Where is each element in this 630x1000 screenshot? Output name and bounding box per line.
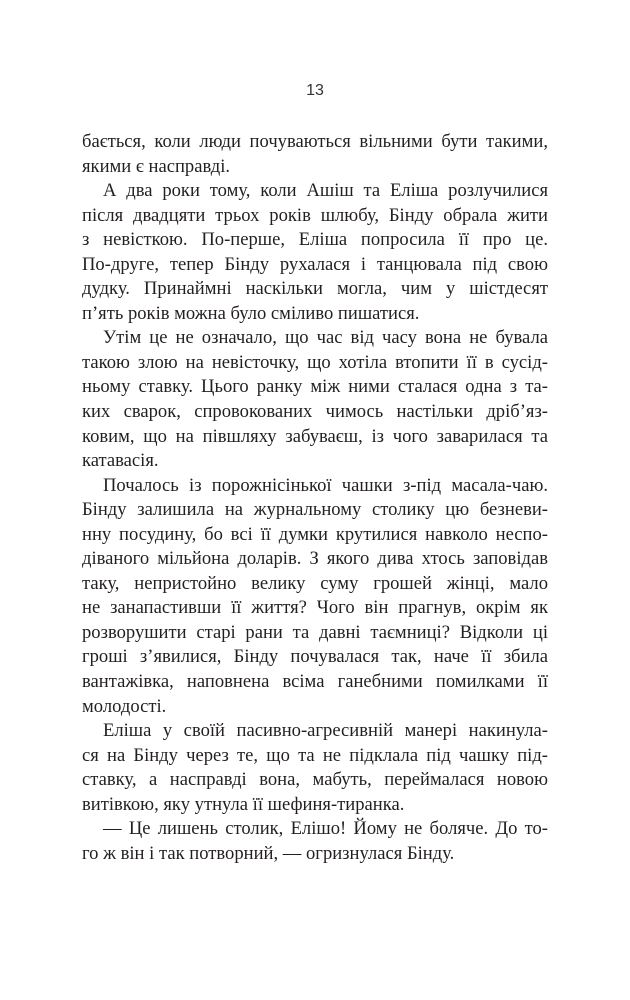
text-line: ких сварок, спровокованих чимось настільки дріб’яз- [82,401,548,423]
text-line: ся на Бінду через те, що та не підклала під чашку під- [82,744,548,766]
text-line: такою злою на невісточку, що хотіла втопити її в сусід- [82,351,548,373]
page-number: 13 [306,82,324,99]
text-line: — Це лишень столик, Елішо! Йому не боляче. До то- [103,818,548,840]
text-line: го ж він і так потворний, — огризнулася Бінду. [82,842,455,864]
text-line: Почалось із порожнісінької чашки з-під масала-чаю. [103,474,548,496]
text-line: вантажівка, наповнена всіма ганебними помилками її [82,671,548,693]
text-line: ковим, що на півшляху забуваєш, із чого заварилася та [82,425,548,447]
text-line: бається, коли люди почуваються вільними бути такими, [82,131,548,152]
text-line: А два роки тому, коли Ашіш та Еліша розлучилися [103,180,548,202]
text-line: Бінду залишила на журнальному столику цю безневи- [82,499,548,521]
body-text [82,130,548,866]
text-line: Утім це не означало, що час від часу вона не бувала [103,327,548,349]
text-line: Еліша у своїй пасивно-агресивній манері накинула- [103,720,548,742]
text-line: не занапастивши її життя? Чого він прагнув, окрім як [82,597,548,619]
text-line: катавасія. [82,450,159,472]
text-line: нну посудину, бо всі її думки крутилися навколо неспо- [82,523,548,545]
text-line: розворушити старі рани та давні таємниці? Відколи ці [82,621,548,643]
text-line: витівкою, яку утнула її шефиня-тиранка. [82,793,405,815]
text-line: ставку, а насправді вона, мабуть, переймалася новою [82,769,548,791]
text-line: молодості. [82,695,167,717]
text-line: По-друге, тепер Бінду рухалася і танцювала під свою [82,253,548,275]
text-line: дудку. Принаймні наскільки могла, чим у шістдесят [82,278,548,300]
text-line: після двадцяти трьох років шлюбу, Бінду обрала жити [82,204,548,226]
text-line: з невісткою. По-перше, Еліша попросила її про це. [82,229,548,251]
text-line: п’ять років можна було сміливо пишатися. [82,302,420,324]
text-line: таку, непристойно велику суму грошей жінці, мало [82,572,548,594]
text-line: ньому ставку. Цього ранку між ними сталася одна з та- [82,376,548,398]
text-line: гроші з’явилися, Бінду почувалася так, наче її збила [82,646,548,668]
text-line: якими є насправді. [82,155,231,177]
text-line: діваного мільйона доларів. З якого дива хтось заповідав [82,548,548,570]
